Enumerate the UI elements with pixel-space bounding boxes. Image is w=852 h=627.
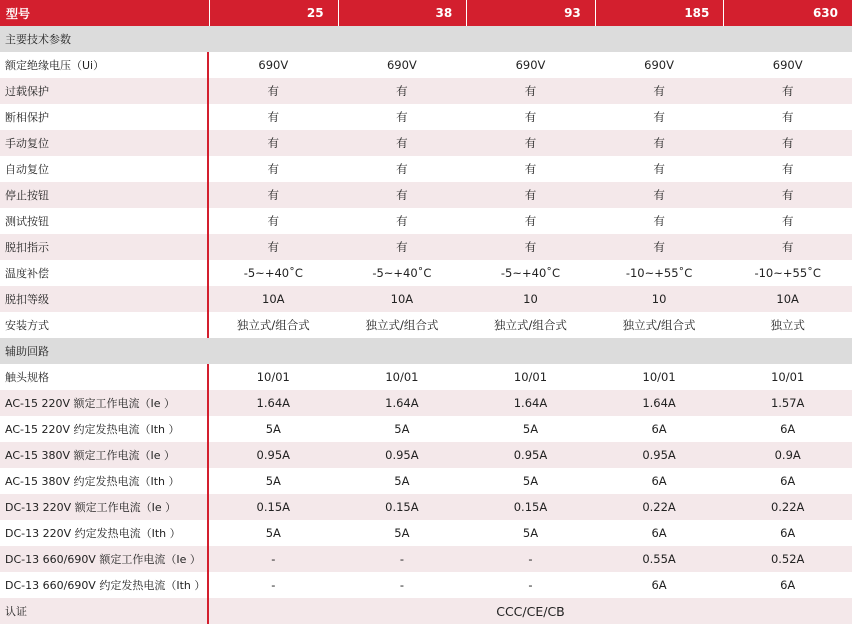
row-label: 额定绝缘电压（Ui）	[0, 52, 209, 78]
row-label: AC-15 220V 额定工作电流（Ie ）	[0, 390, 209, 416]
row-label: DC-13 220V 约定发热电流（Ith ）	[0, 520, 209, 546]
section-title: 辅助回路	[0, 338, 852, 364]
row-value: 5A	[209, 520, 338, 546]
row-value: 有	[595, 208, 724, 234]
row-label: DC-13 220V 额定工作电流（Ie ）	[0, 494, 209, 520]
row-label: 安装方式	[0, 312, 209, 338]
row-value: 0.9A	[723, 442, 852, 468]
table-row	[0, 468, 852, 494]
table-row	[0, 78, 852, 104]
row-label: AC-15 380V 约定发热电流（Ith ）	[0, 468, 209, 494]
row-label: DC-13 660/690V 额定工作电流（Ie ）	[0, 546, 209, 572]
row-value: 有	[723, 78, 852, 104]
row-value: 0.15A	[209, 494, 338, 520]
row-label: 断相保护	[0, 104, 209, 130]
row-value: 有	[209, 130, 338, 156]
row-value: 10/01	[209, 364, 338, 390]
row-label: 手动复位	[0, 130, 209, 156]
table-row	[0, 390, 852, 416]
header-model: 38	[338, 0, 467, 26]
row-value: 5A	[466, 520, 595, 546]
row-value: 有	[466, 130, 595, 156]
row-value: 有	[595, 156, 724, 182]
row-value: -	[466, 546, 595, 572]
row-value: 0.95A	[595, 442, 724, 468]
table-row	[0, 260, 852, 286]
row-value: -5~+40˚C	[466, 260, 595, 286]
row-value: 6A	[595, 520, 724, 546]
row-value: 690V	[209, 52, 338, 78]
row-value: 有	[466, 208, 595, 234]
row-value: 10	[466, 286, 595, 312]
row-label: AC-15 220V 约定发热电流（Ith ）	[0, 416, 209, 442]
row-value: 有	[209, 78, 338, 104]
row-value: 6A	[723, 416, 852, 442]
header-model: 25	[209, 0, 338, 26]
row-value: 有	[209, 208, 338, 234]
row-value: 5A	[209, 468, 338, 494]
row-value: 690V	[338, 52, 467, 78]
row-value: 1.64A	[595, 390, 724, 416]
row-value: 1.64A	[209, 390, 338, 416]
table-row	[0, 442, 852, 468]
row-value: 5A	[466, 468, 595, 494]
row-value: 有	[338, 130, 467, 156]
section-header-row	[0, 338, 852, 364]
header-model: 185	[595, 0, 724, 26]
row-value: 10/01	[723, 364, 852, 390]
row-value: 独立式/组合式	[209, 312, 338, 338]
row-value: 1.57A	[723, 390, 852, 416]
row-value: 有	[595, 130, 724, 156]
section-header-row	[0, 26, 852, 52]
row-value: 10A	[338, 286, 467, 312]
table-row	[0, 494, 852, 520]
row-value: -5~+40˚C	[338, 260, 467, 286]
table-row	[0, 312, 852, 338]
row-value: 有	[723, 104, 852, 130]
row-value: 5A	[466, 416, 595, 442]
row-label: 自动复位	[0, 156, 209, 182]
row-value: 有	[209, 234, 338, 260]
table-row	[0, 546, 852, 572]
certification-row	[0, 598, 852, 624]
row-value: 1.64A	[338, 390, 467, 416]
row-value: 有	[466, 104, 595, 130]
table-row	[0, 364, 852, 390]
row-value: -	[209, 572, 338, 598]
row-value: 10	[595, 286, 724, 312]
row-value: 有	[595, 234, 724, 260]
row-value: 有	[466, 234, 595, 260]
row-value: -	[338, 572, 467, 598]
row-value: 0.15A	[466, 494, 595, 520]
table-row	[0, 208, 852, 234]
table-row	[0, 286, 852, 312]
header-label: 型号	[0, 0, 209, 26]
row-value: 6A	[723, 468, 852, 494]
row-value: 有	[723, 182, 852, 208]
row-value: 10/01	[595, 364, 724, 390]
row-value: 5A	[338, 468, 467, 494]
row-label: 停止按钮	[0, 182, 209, 208]
row-label: 脱扣指示	[0, 234, 209, 260]
row-value: 6A	[723, 520, 852, 546]
row-value: 690V	[723, 52, 852, 78]
row-value: 10/01	[338, 364, 467, 390]
row-value: 有	[466, 182, 595, 208]
row-value: 5A	[209, 416, 338, 442]
row-value: 独立式	[723, 312, 852, 338]
table-row	[0, 520, 852, 546]
row-value: 有	[466, 156, 595, 182]
table-row	[0, 130, 852, 156]
row-label: AC-15 380V 额定工作电流（Ie ）	[0, 442, 209, 468]
table-row	[0, 52, 852, 78]
table-row	[0, 104, 852, 130]
row-value: 0.22A	[595, 494, 724, 520]
row-value: -	[338, 546, 467, 572]
row-value: 10A	[723, 286, 852, 312]
row-value: 有	[723, 208, 852, 234]
row-value: -10~+55˚C	[595, 260, 724, 286]
row-value: 有	[723, 234, 852, 260]
row-value: -	[466, 572, 595, 598]
row-value: 有	[338, 156, 467, 182]
row-value: 有	[466, 78, 595, 104]
row-label: DC-13 660/690V 约定发热电流（Ith ）	[0, 572, 209, 598]
row-value: 0.95A	[338, 442, 467, 468]
row-value: 有	[723, 130, 852, 156]
row-value: 有	[595, 104, 724, 130]
row-value: 6A	[723, 572, 852, 598]
row-value: 0.52A	[723, 546, 852, 572]
row-value: 690V	[466, 52, 595, 78]
certification-label: 认证	[0, 598, 209, 624]
row-value: 1.64A	[466, 390, 595, 416]
row-value: 5A	[338, 416, 467, 442]
row-value: 0.55A	[595, 546, 724, 572]
row-value: -5~+40˚C	[209, 260, 338, 286]
row-value: 有	[209, 182, 338, 208]
row-value: 有	[595, 78, 724, 104]
section-title: 主要技术参数	[0, 26, 852, 52]
row-value: 独立式/组合式	[338, 312, 467, 338]
row-value: 6A	[595, 416, 724, 442]
row-value: 10/01	[466, 364, 595, 390]
certification-value: CCC/CE/CB	[209, 598, 852, 624]
row-value: 有	[338, 208, 467, 234]
row-value: 有	[338, 182, 467, 208]
row-value: -	[209, 546, 338, 572]
row-value: 有	[209, 104, 338, 130]
row-value: 0.22A	[723, 494, 852, 520]
row-label: 过载保护	[0, 78, 209, 104]
row-label: 触头规格	[0, 364, 209, 390]
table-row	[0, 156, 852, 182]
row-value: 5A	[338, 520, 467, 546]
row-value: 0.95A	[466, 442, 595, 468]
row-value: 有	[723, 156, 852, 182]
table-row	[0, 234, 852, 260]
row-value: 690V	[595, 52, 724, 78]
row-value: 有	[338, 234, 467, 260]
table-row	[0, 182, 852, 208]
row-value: 独立式/组合式	[466, 312, 595, 338]
table-row	[0, 416, 852, 442]
row-value: 0.95A	[209, 442, 338, 468]
row-value: 独立式/组合式	[595, 312, 724, 338]
table-row	[0, 572, 852, 598]
row-label: 测试按钮	[0, 208, 209, 234]
row-value: 6A	[595, 572, 724, 598]
row-value: 有	[338, 104, 467, 130]
row-label: 温度补偿	[0, 260, 209, 286]
row-value: -10~+55˚C	[723, 260, 852, 286]
row-value: 6A	[595, 468, 724, 494]
row-value: 有	[338, 78, 467, 104]
header-row	[0, 0, 852, 26]
row-value: 有	[209, 156, 338, 182]
header-model: 630	[723, 0, 852, 26]
spec-body	[0, 26, 852, 624]
row-value: 10A	[209, 286, 338, 312]
row-value: 有	[595, 182, 724, 208]
row-value: 0.15A	[338, 494, 467, 520]
row-label: 脱扣等级	[0, 286, 209, 312]
header-model: 93	[466, 0, 595, 26]
